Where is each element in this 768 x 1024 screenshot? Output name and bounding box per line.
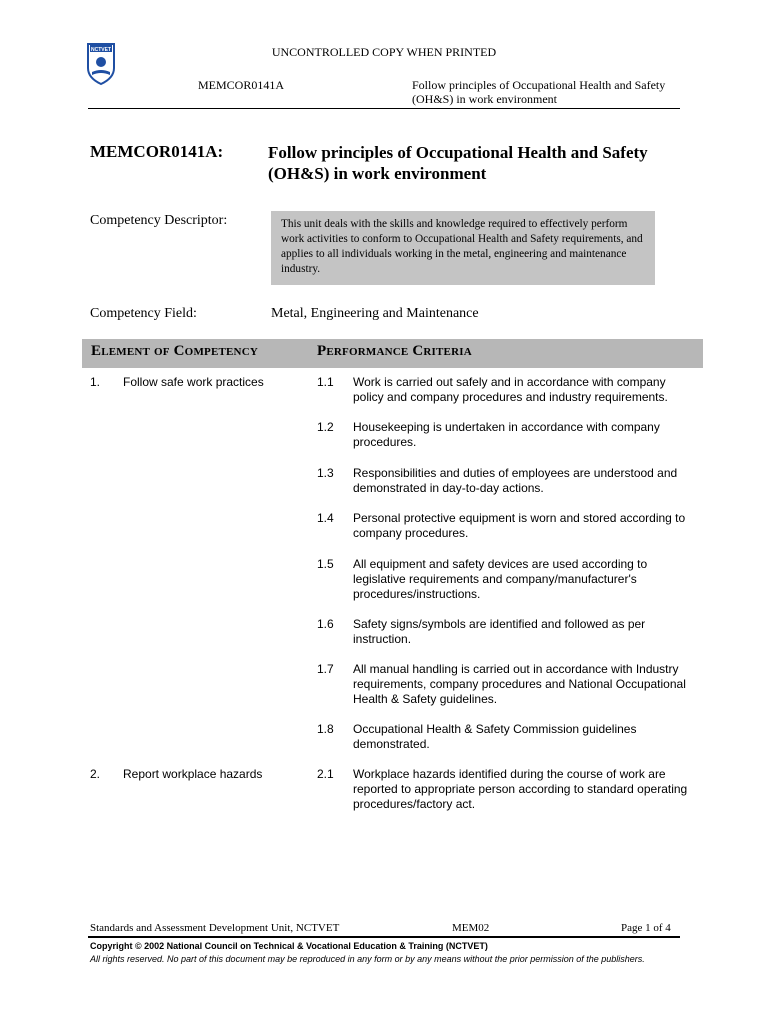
criterion-number: 1.3 (317, 466, 334, 480)
element-number: 2. (90, 767, 101, 781)
criterion-text: Work is carried out safely and in accordance with company policy and company procedures and industry requirements. (353, 375, 668, 404)
footer-unit: Standards and Assessment Development Unit, NCTVET (90, 922, 340, 934)
criterion-number: 1.4 (317, 511, 334, 525)
header-divider (88, 108, 680, 109)
criterion-text: Responsibilities and duties of employees are understood and demonstrated in day-to-day actions. (353, 466, 678, 495)
unit-code: MEMCOR0141A: (90, 142, 224, 161)
criterion-number: 1.8 (317, 722, 334, 736)
criterion-number: 1.7 (317, 662, 334, 676)
criterion-number: 1.2 (317, 420, 334, 434)
footer-divider (88, 936, 680, 938)
header-unit-title: Follow principles of Occupational Health and Safety (OH&S) in work environment (412, 78, 666, 106)
competency-field-value: Metal, Engineering and Maintenance (271, 306, 479, 321)
uncontrolled-copy-notice: UNCONTROLLED COPY WHEN PRINTED (271, 45, 497, 59)
descriptor-label: Competency Descriptor: (90, 213, 228, 228)
criterion-text: Housekeeping is undertaken in accordance with company procedures. (353, 420, 660, 449)
criterion-text: Occupational Health & Safety Commission guidelines demonstrated. (353, 722, 637, 751)
element-column-header: Element of Competency (91, 343, 258, 359)
footer-page-number: Page 1 of 4 (621, 922, 671, 934)
element-label: Report workplace hazards (123, 767, 263, 781)
criterion-text: All manual handling is carried out in accordance with Industry requirements, company procedures and National Occupational Health & Safety guidelines. (353, 662, 686, 706)
criterion-text: Safety signs/symbols are identified and followed as per instruction. (353, 617, 646, 646)
competency-field-label: Competency Field: (90, 306, 197, 321)
logo-text: NCTVET (91, 47, 111, 53)
unit-title: Follow principles of Occupational Health and Safety (OH&S) in work environment (268, 143, 648, 183)
element-label: Follow safe work practices (123, 375, 264, 389)
footer-copyright: Copyright © 2002 National Council on Technical & Vocational Education & Training (NCTVET) (90, 941, 488, 951)
criterion-text: Personal protective equipment is worn and stored according to company procedures. (353, 511, 686, 540)
footer-code: MEM02 (452, 922, 490, 934)
table-header (82, 339, 703, 368)
footer-rights-notice: All rights reserved. No part of this document may be reproduced in any form or by any means without the prior permission of the publishers. (90, 954, 645, 964)
criterion-number: 1.6 (317, 617, 334, 631)
criteria-column-header: Performance Criteria (317, 343, 472, 359)
header-unit-code: MEMCOR0141A (198, 78, 285, 92)
criterion-text: All equipment and safety devices are used according to legislative requirements and company/manufacturer's procedures/instructions. (353, 557, 648, 601)
criterion-text: Workplace hazards identified during the course of work are reported to appropriate person according to standard operating procedures/factory act. (353, 767, 688, 811)
criterion-number: 1.1 (317, 375, 334, 389)
criterion-number: 2.1 (317, 767, 334, 781)
criterion-number: 1.5 (317, 557, 334, 571)
descriptor-text: This unit deals with the skills and knowledge required to effectively perform work activities to conform to Occupational Health and Safety requirements, and applies to all individuals working in the metal, engineering and maintenance industry. (271, 211, 655, 285)
element-number: 1. (90, 375, 101, 389)
